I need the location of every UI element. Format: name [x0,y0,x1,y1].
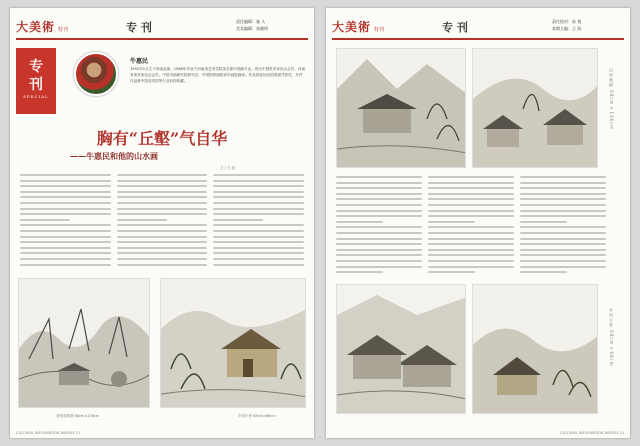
text-line [20,252,111,254]
text-line [20,202,111,204]
text-line [336,238,422,240]
text-line [520,176,606,178]
text-line [117,241,208,243]
text-line [428,232,514,234]
text-column [428,176,514,280]
credit-line: 责任校对：孙 悦 [552,19,582,24]
section-title: 专 刊 [442,21,468,34]
text-line [20,196,111,198]
text-line [336,182,422,184]
text-line [20,258,111,260]
magazine-logo-sub: 特刊 [58,26,69,33]
text-line [213,258,304,260]
text-line [336,187,422,189]
text-line [336,210,422,212]
text-line [117,252,208,254]
text-line [213,219,263,221]
text-line [213,236,304,238]
text-line [20,180,111,182]
painting-mountain-house [336,48,466,168]
text-line [428,182,514,184]
text-line [117,174,208,176]
credit-line: 责任编辑：秦 人 [236,19,266,24]
text-line [336,226,422,228]
section-title: 专 刊 [126,21,152,34]
badge-en: SPECIAL [23,94,49,99]
text-line [428,176,514,178]
text-line [520,249,606,251]
text-line [20,224,111,226]
page-footer: CULTURAL INFORMATION WEEKLY 14 [560,431,624,435]
special-issue-badge [16,48,56,114]
text-line [520,238,606,240]
credit-line: 本期主编：王 海 [552,26,582,31]
text-line [520,266,606,268]
text-line [117,180,208,182]
text-line [336,232,422,234]
text-line [117,236,208,238]
article-subtitle: ——牛惠民和他的山水画 [70,151,158,161]
text-line [428,204,514,206]
text-line [117,196,208,198]
text-line [428,271,475,273]
text-line [20,208,111,210]
page-footer: CULTURAL INFORMATION WEEKLY 13 [16,431,80,435]
badge-char: 刊 [29,77,43,93]
magazine-logo: 大美術 [332,19,372,34]
text-line [520,221,567,223]
text-line [336,221,383,223]
text-line [428,243,514,245]
editor-credits [236,18,306,32]
text-line [520,198,606,200]
text-column [117,174,208,270]
text-line [520,182,606,184]
text-line [336,204,422,206]
text-line [213,224,304,226]
text-line [213,264,304,266]
text-line [213,174,304,176]
editor-credits [552,18,622,32]
text-line [213,230,304,232]
text-line [428,266,514,268]
text-line [20,230,111,232]
text-column [213,174,304,270]
text-line [117,213,208,215]
page-header [16,14,308,40]
text-line [20,247,111,249]
author-bio: 1952年1月生于河南孟津。1986年毕业于河南省艺术学院美术系中国画专业。现为中国美术家协会会员、河南省美术家协会会员、中国书画研究院研究员、中国国家画院青年画院画家。作品曾参加全国美展并获奖，多件作品被中国美术馆等专业机构收藏。 [130,67,306,83]
text-line [520,271,567,273]
text-line [213,208,304,210]
text-line [428,221,475,223]
text-line [336,215,422,217]
text-column [520,176,606,280]
text-line [520,210,606,212]
text-line [213,180,304,182]
text-line [428,254,514,256]
text-line [520,193,606,195]
painting-village [160,278,306,408]
painting-caption: 乡居小景 68cm×68cm [238,414,276,418]
article-body [20,174,304,270]
text-line [117,224,208,226]
text-line [336,198,422,200]
text-line [117,191,208,193]
text-line [336,271,383,273]
text-line [428,193,514,195]
text-line [20,213,111,215]
text-line [117,219,167,221]
text-line [20,264,111,266]
text-line [213,185,304,187]
text-line [428,249,514,251]
text-line [520,187,606,189]
text-line [213,191,304,193]
text-line [336,243,422,245]
text-line [20,241,111,243]
text-line [520,204,606,206]
text-line [213,247,304,249]
text-line [428,238,514,240]
text-line [213,196,304,198]
text-line [520,254,606,256]
article-byline: 文 / 王 清 [220,166,236,170]
author-avatar [74,52,118,96]
text-line [428,187,514,189]
text-line [20,219,70,221]
text-line [117,264,208,266]
text-line [428,226,514,228]
text-line [20,174,111,176]
text-line [20,236,111,238]
text-line [213,202,304,204]
text-line [20,185,111,187]
text-column [336,176,422,280]
painting-rural-scene [472,284,598,414]
text-line [117,202,208,204]
text-line [336,254,422,256]
painting-landscape [18,278,150,408]
magazine-logo: 大美術 [16,19,56,34]
text-line [428,210,514,212]
text-line [336,266,422,268]
text-line [520,260,606,262]
article-title: 胸有“丘壑”气自华 [96,129,228,148]
text-line [20,191,111,193]
left-page [10,8,314,438]
text-line [213,213,304,215]
text-column [20,174,111,270]
badge-char: 专 [29,59,43,75]
text-line [117,230,208,232]
text-line [428,260,514,262]
text-line [213,252,304,254]
right-page [326,8,630,438]
text-line [428,215,514,217]
text-line [117,185,208,187]
text-line [520,215,606,217]
text-line [117,208,208,210]
text-line [520,226,606,228]
painting-caption: 老树昏鸦图 68cm×136cm [56,414,100,418]
vertical-caption: 山居秋暝 68cm×136cm [609,68,614,131]
text-line [520,232,606,234]
text-line [428,198,514,200]
text-line [336,176,422,178]
magazine-logo-sub: 特刊 [374,26,385,33]
text-line [520,243,606,245]
vertical-caption: 乡村小景 68cm×68cm [609,308,614,367]
text-line [117,247,208,249]
text-line [117,258,208,260]
credit-line: 美术编辑：张晓明 [236,26,268,31]
painting-hill-village [472,48,598,168]
text-line [336,193,422,195]
painting-riverside [336,284,466,414]
text-line [213,241,304,243]
author-name: 牛惠民 [130,58,149,65]
text-line [336,260,422,262]
text-line [336,249,422,251]
page-header [332,14,624,40]
